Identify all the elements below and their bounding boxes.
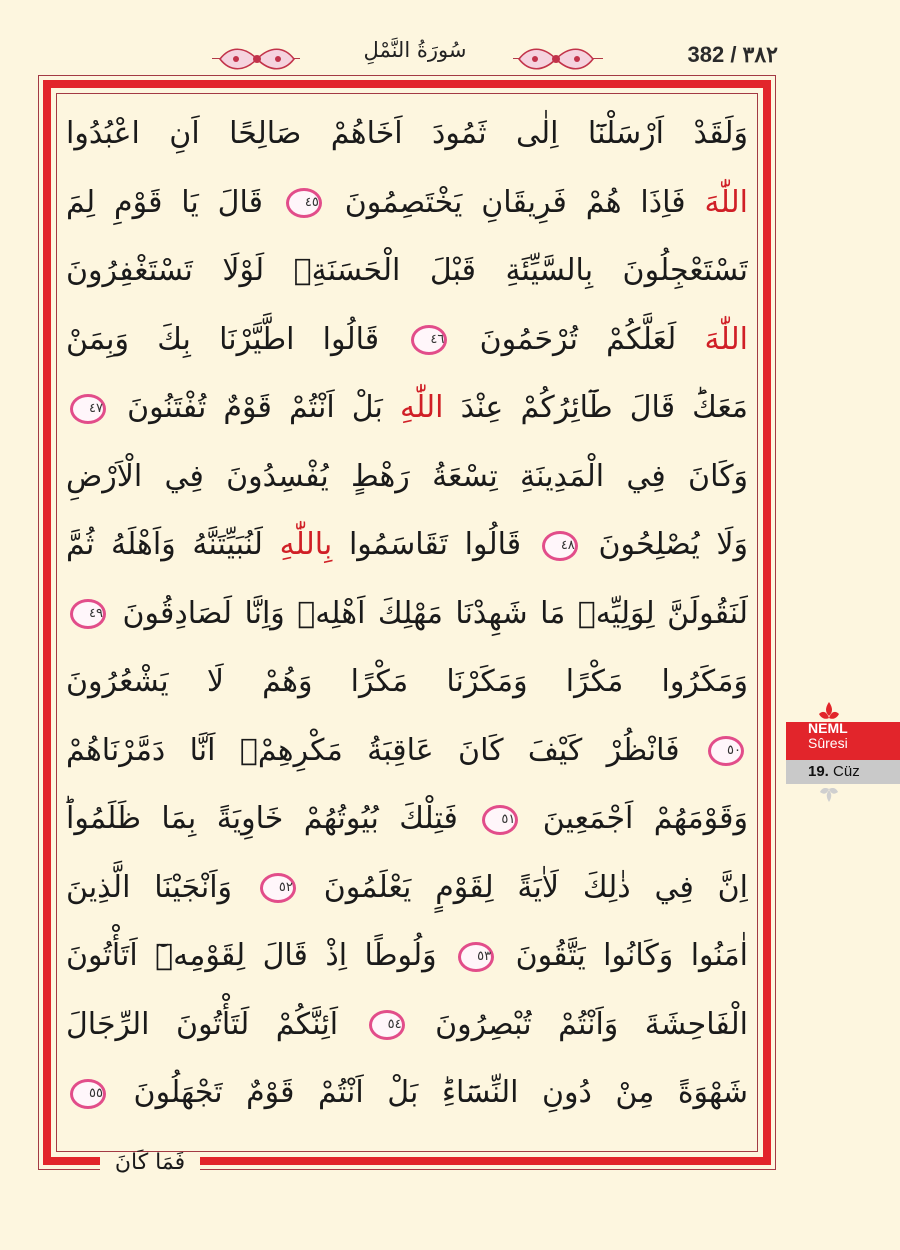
- verse-line: [66, 922, 748, 991]
- verse-text: لَعَلَّكُمْ تُرْحَمُونَ: [451, 321, 705, 357]
- verse-text: قَالُوا اطَّيَّرْنَا بِكَ وَبِمَنْ: [66, 321, 408, 357]
- verse-line: [66, 306, 748, 375]
- verse-line: [66, 717, 748, 786]
- divine-name-text: اللّٰهَ: [704, 321, 748, 357]
- verse-text: قَالُوا تَقَاسَمُوا: [332, 527, 538, 562]
- divine-name-text: اللّٰهِ: [400, 390, 444, 425]
- verse-number-marker: ٥٣: [458, 942, 494, 972]
- verse-text: وَمَكَرُوا مَكْرًا وَمَكَرْنَا مَكْرًا وَهُمْ لَا يَشْعُرُونَ: [66, 664, 748, 699]
- verse-text: بَلْ اَنْتُمْ قَوْمٌ تُفْتَنُونَ: [110, 390, 400, 425]
- verse-number-marker: ٥٠: [708, 736, 744, 766]
- surah-tab-name: NEML: [808, 720, 848, 736]
- verse-number-marker: ٤٧: [70, 394, 106, 424]
- cuz-tab: [786, 760, 900, 784]
- catchword: فَمَا كَانَ: [114, 1150, 186, 1175]
- verse-text: اَئِنَّكُمْ لَتَأْتُونَ الرِّجَالَ: [66, 1006, 365, 1042]
- verse-line: [66, 443, 748, 512]
- verse-line: [66, 1059, 748, 1128]
- verse-text: الْفَاحِشَةَ وَاَنْتُمْ تُبْصِرُونَ: [408, 1006, 748, 1042]
- ornament-right-icon: [515, 44, 597, 74]
- verse-line: [66, 785, 748, 854]
- verse-number-marker: ٥١: [482, 805, 518, 835]
- cuz-number: 19.: [808, 763, 829, 780]
- verse-text: وَلَقَدْ اَرْسَلْنَٓا اِلٰى ثَمُودَ اَخَاهُمْ صَالِحًا اَنِ اعْبُدُوا: [66, 116, 748, 151]
- verse-text: فَتِلْكَ بُيُوتُهُمْ خَاوِيَةً بِمَا ظَلَمُواؕ: [66, 801, 479, 836]
- verse-line: [66, 854, 748, 923]
- verse-number-marker: ٥٢: [260, 873, 296, 903]
- verse-text: وَاَنْجَيْنَا الَّذِينَ: [66, 869, 256, 905]
- verse-line: [66, 237, 748, 306]
- verse-text: فَاِذَا هُمْ فَرِيقَانِ يَخْتَصِمُونَ: [325, 184, 705, 220]
- verse-line: [66, 100, 748, 169]
- fleur-bottom-icon: [818, 784, 840, 804]
- verse-text: وَلَا يُصْلِحُونَ: [581, 527, 748, 562]
- verse-text: لَنُبَيِّتَنَّهُ وَاَهْلَهُ ثُمَّ: [66, 527, 280, 562]
- verse-line: [66, 374, 748, 443]
- verse-text: اِنَّ فِي ذٰلِكَ لَاٰيَةً لِقَوْمٍ يَعْلَمُونَ: [299, 869, 748, 905]
- surah-title: سُورَةُ النَّمْلِ: [363, 38, 467, 62]
- verse-line: [66, 169, 748, 238]
- verse-line: [66, 991, 748, 1060]
- verse-number-marker: ٥٥: [70, 1079, 106, 1109]
- verse-text: وَلُوطًا اِذْ قَالَ لِقَوْمِهٖٓ اَتَأْتُونَ: [66, 938, 455, 973]
- quran-text: [66, 100, 748, 1128]
- surah-tab-suresi: Sûresi: [808, 735, 848, 751]
- verse-number-marker: ٤٦: [411, 325, 447, 355]
- verse-text: تَسْتَعْجِلُونَ بِالسَّيِّئَةِ قَبْلَ الْحَسَنَةِۚ لَوْلَا تَسْتَغْفِرُونَ: [66, 253, 748, 288]
- ornament-left-icon: [216, 44, 298, 74]
- divine-name-text: اللّٰهَ: [704, 184, 748, 220]
- verse-number-marker: ٤٥: [286, 188, 322, 218]
- verse-text: وَقَوْمَهُمْ اَجْمَعِينَ: [522, 801, 748, 836]
- cuz-text: Cüz: [833, 763, 860, 780]
- cuz-label: [808, 763, 860, 780]
- verse-line: [66, 648, 748, 717]
- verse-number-marker: ٤٩: [70, 599, 106, 629]
- verse-number-marker: ٥٤: [369, 1010, 405, 1040]
- verse-text: قَالَ يَا قَوْمِ لِمَ: [66, 184, 282, 220]
- verse-text: وَكَانَ فِي الْمَدِينَةِ تِسْعَةُ رَهْطٍ يُفْسِدُونَ فِي الْاَرْضِ: [66, 458, 748, 494]
- divine-name-text: بِاللّٰهِ: [279, 527, 333, 562]
- verse-line: [66, 580, 748, 649]
- verse-text: فَانْظُرْ كَيْفَ كَانَ عَاقِبَةُ مَكْرِهِمْۙ اَنَّا دَمَّرْنَاهُمْ: [66, 732, 704, 768]
- page-number: 382 / ٣٨٢: [687, 42, 778, 67]
- verse-line: [66, 511, 748, 580]
- verse-text: مَعَكَؕ قَالَ طَٓائِرُكُمْ عِنْدَ: [443, 390, 748, 425]
- verse-text: اٰمَنُوا وَكَانُوا يَتَّقُونَ: [498, 938, 748, 973]
- verse-text: لَنَقُولَنَّ لِوَلِيِّهٖ مَا شَهِدْنَا مَهْلِكَ اَهْلِهٖ وَاِنَّا لَصَادِقُونَ: [110, 595, 748, 631]
- verse-number-marker: ٤٨: [542, 531, 578, 561]
- verse-text: شَهْوَةً مِنْ دُونِ النِّسَٓاءِؕ بَلْ اَنْتُمْ قَوْمٌ تَجْهَلُونَ: [110, 1075, 748, 1110]
